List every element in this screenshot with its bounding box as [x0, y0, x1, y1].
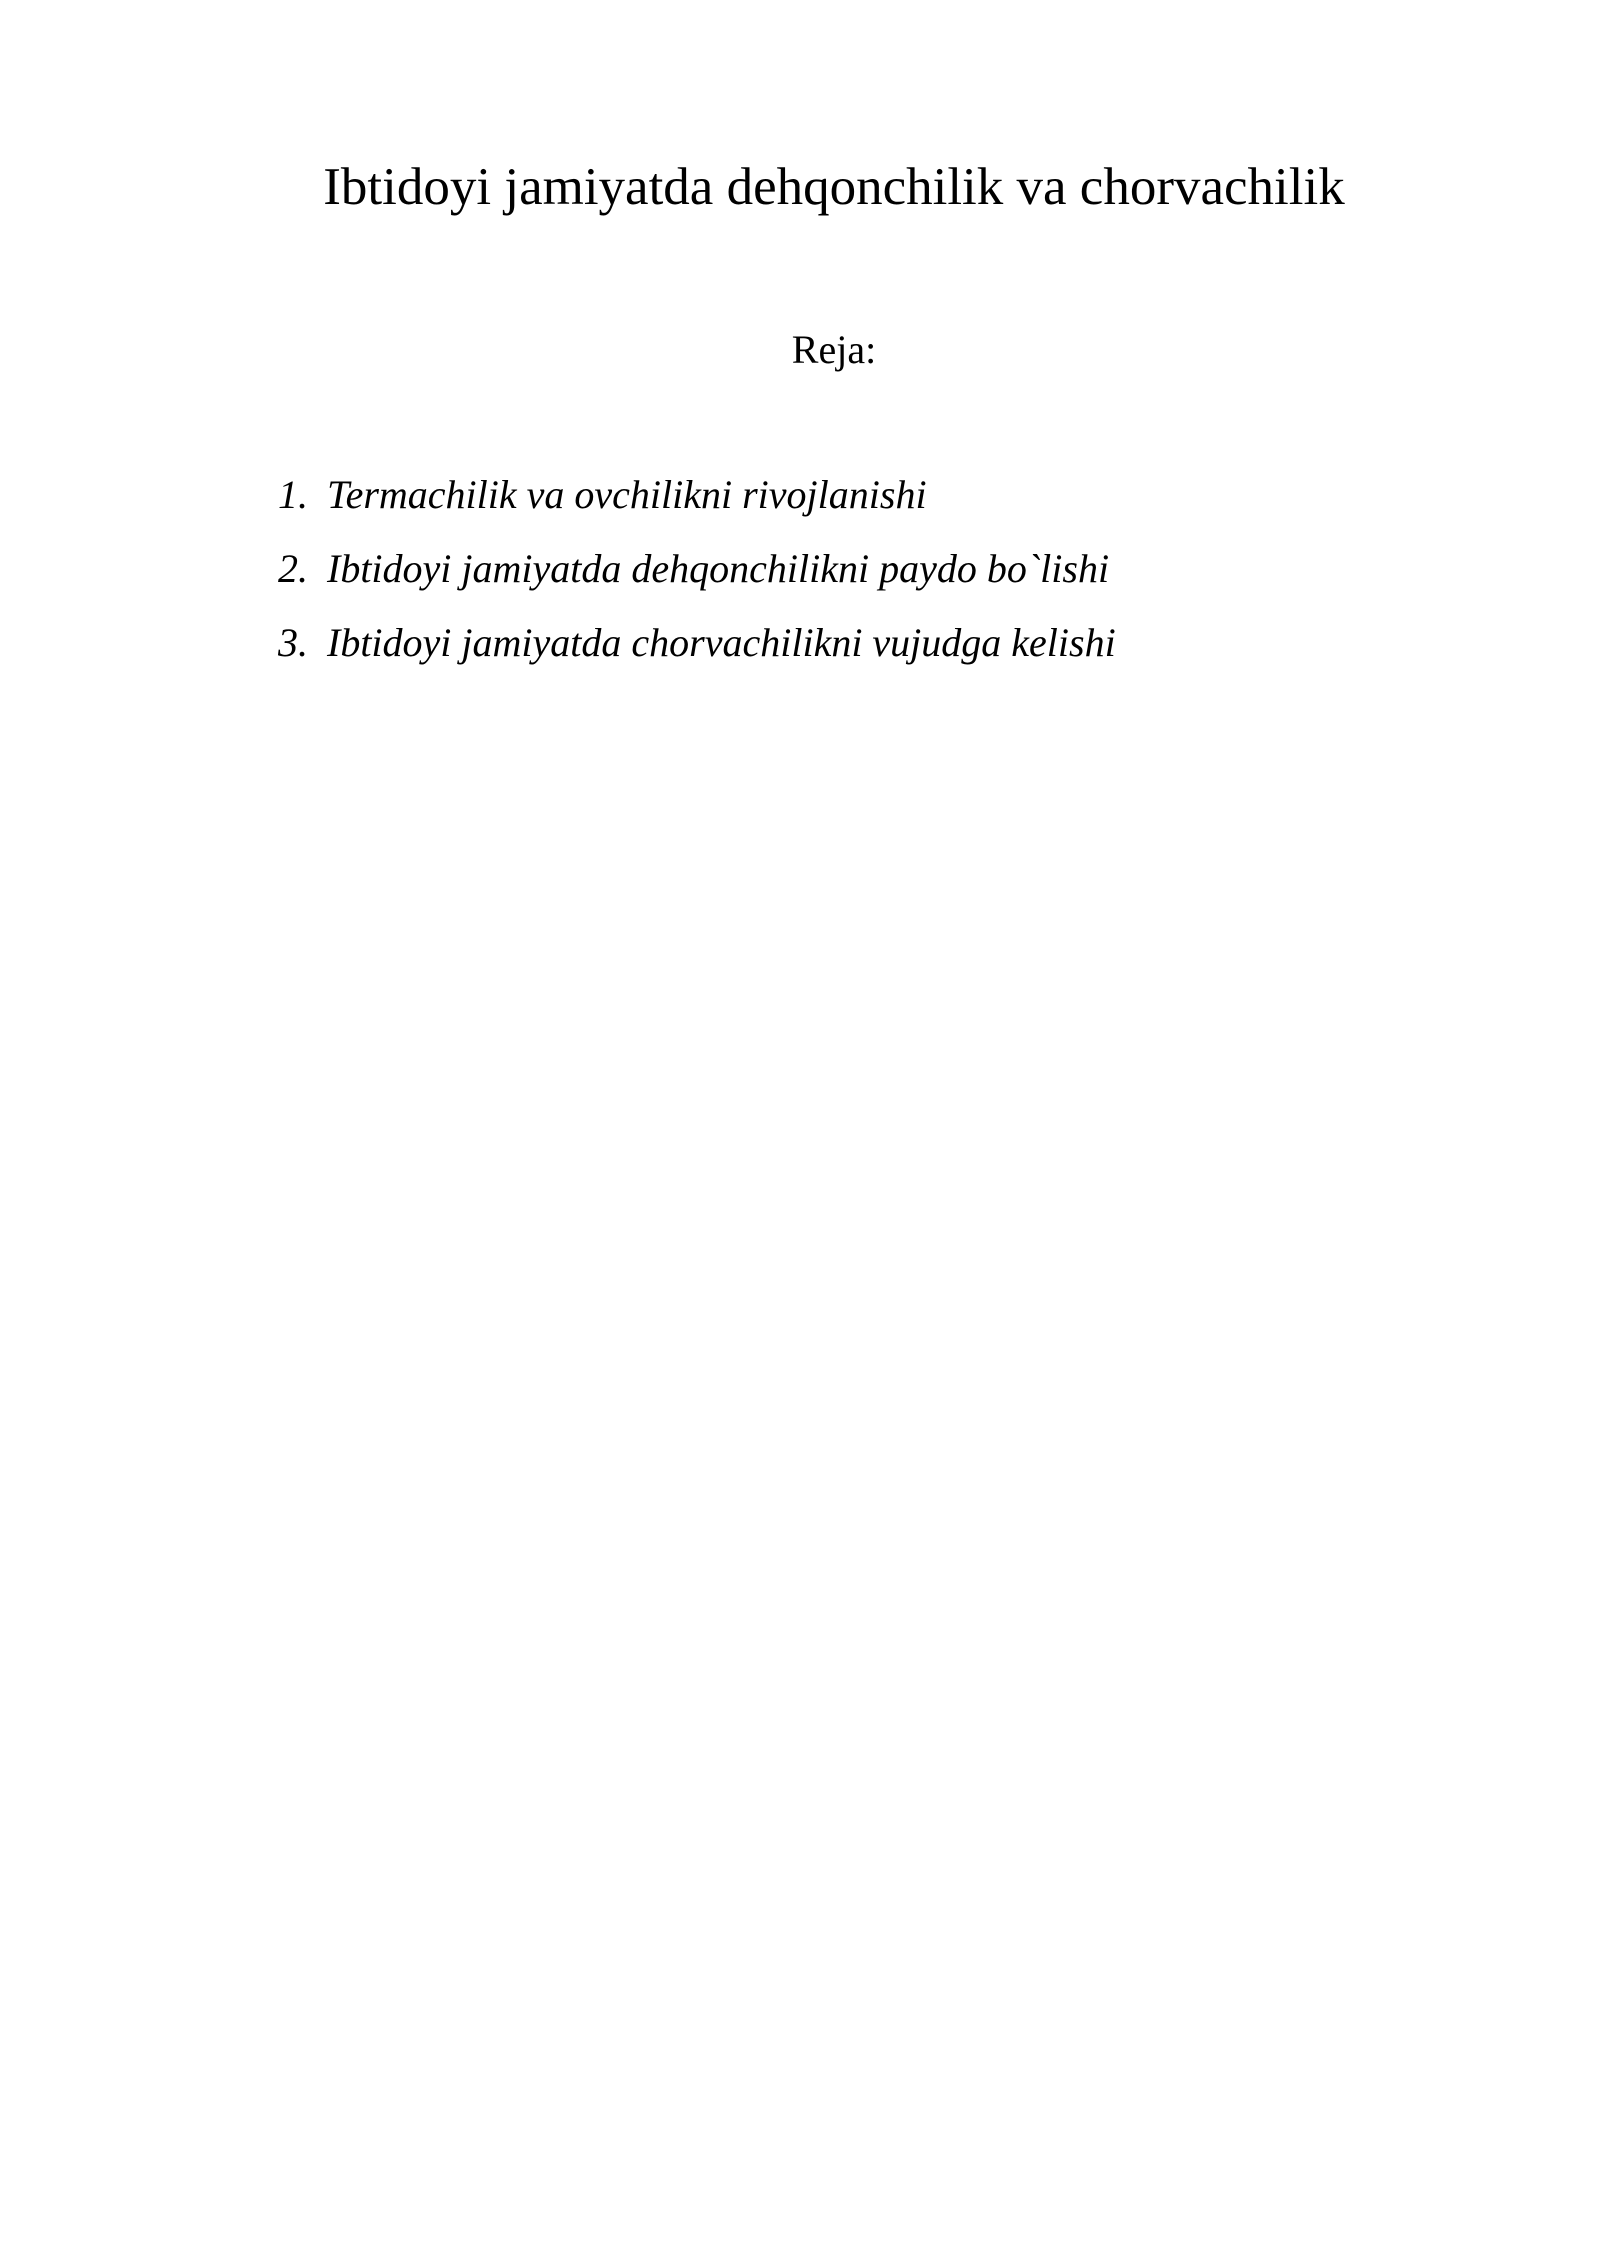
plan-list	[278, 458, 1116, 680]
plan-item-number: 1.	[278, 472, 308, 517]
plan-heading: Reja:	[791, 327, 877, 372]
plan-item	[278, 532, 1116, 606]
plan-item-number: 2.	[278, 546, 308, 591]
plan-item-number: 3.	[278, 620, 308, 665]
plan-item	[278, 606, 1116, 680]
plan-item	[278, 458, 1116, 532]
plan-item-text: Termachilik va ovchilikni rivojlanishi	[327, 472, 927, 517]
plan-item-text: Ibtidoyi jamiyatda chorvachilikni vujudga kelishi	[327, 620, 1116, 665]
document-title: Ibtidoyi jamiyatda dehqonchilik va chorvachilik	[323, 158, 1345, 216]
plan-item-text: Ibtidoyi jamiyatda dehqonchilikni paydo bo`lishi	[327, 546, 1110, 591]
